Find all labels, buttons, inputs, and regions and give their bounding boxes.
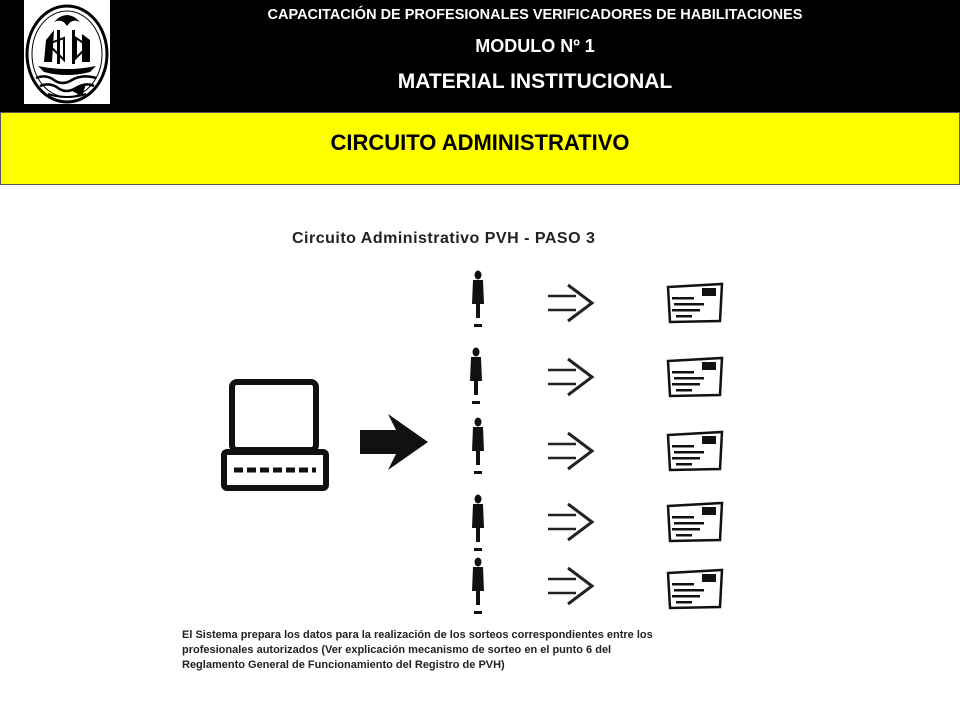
caption-line: profesionales autorizados (Ver explicación mecanismo de sorteo en el punto 6 del — [182, 644, 612, 656]
double-arrow-icon — [548, 359, 592, 395]
person-icon — [472, 271, 484, 328]
caption-line: Reglamento General de Funcionamiento del Registro de PVH) — [182, 659, 505, 671]
double-arrow-icon — [548, 433, 592, 469]
person-icon — [472, 495, 484, 552]
arrow-right-icon — [360, 414, 428, 470]
laptop-icon — [224, 382, 326, 488]
document-icon — [668, 570, 722, 608]
course-title: CAPACITACIÓN DE PROFESIONALES VERIFICADORES DE HABILITACIONES — [267, 7, 803, 23]
person-icon — [470, 348, 482, 405]
document-icon — [668, 284, 722, 322]
section-title: CIRCUITO ADMINISTRATIVO — [330, 130, 630, 155]
double-arrow-icon — [548, 285, 592, 321]
document-icon — [668, 432, 722, 470]
diagram-title: Circuito Administrativo PVH - PASO 3 — [292, 230, 596, 247]
caption-line: El Sistema prepara los datos para la realización de los sorteos correspondientes entre los — [182, 629, 653, 641]
diagram-caption — [182, 628, 802, 673]
person-icon — [472, 418, 484, 475]
double-arrow-icon — [548, 568, 592, 604]
person-icon — [472, 558, 484, 615]
module-label: MODULO Nº 1 — [475, 36, 595, 56]
document-icon — [668, 358, 722, 396]
double-arrow-icon — [548, 504, 592, 540]
material-label: MATERIAL INSTITUCIONAL — [397, 70, 673, 93]
document-icon — [668, 503, 722, 541]
